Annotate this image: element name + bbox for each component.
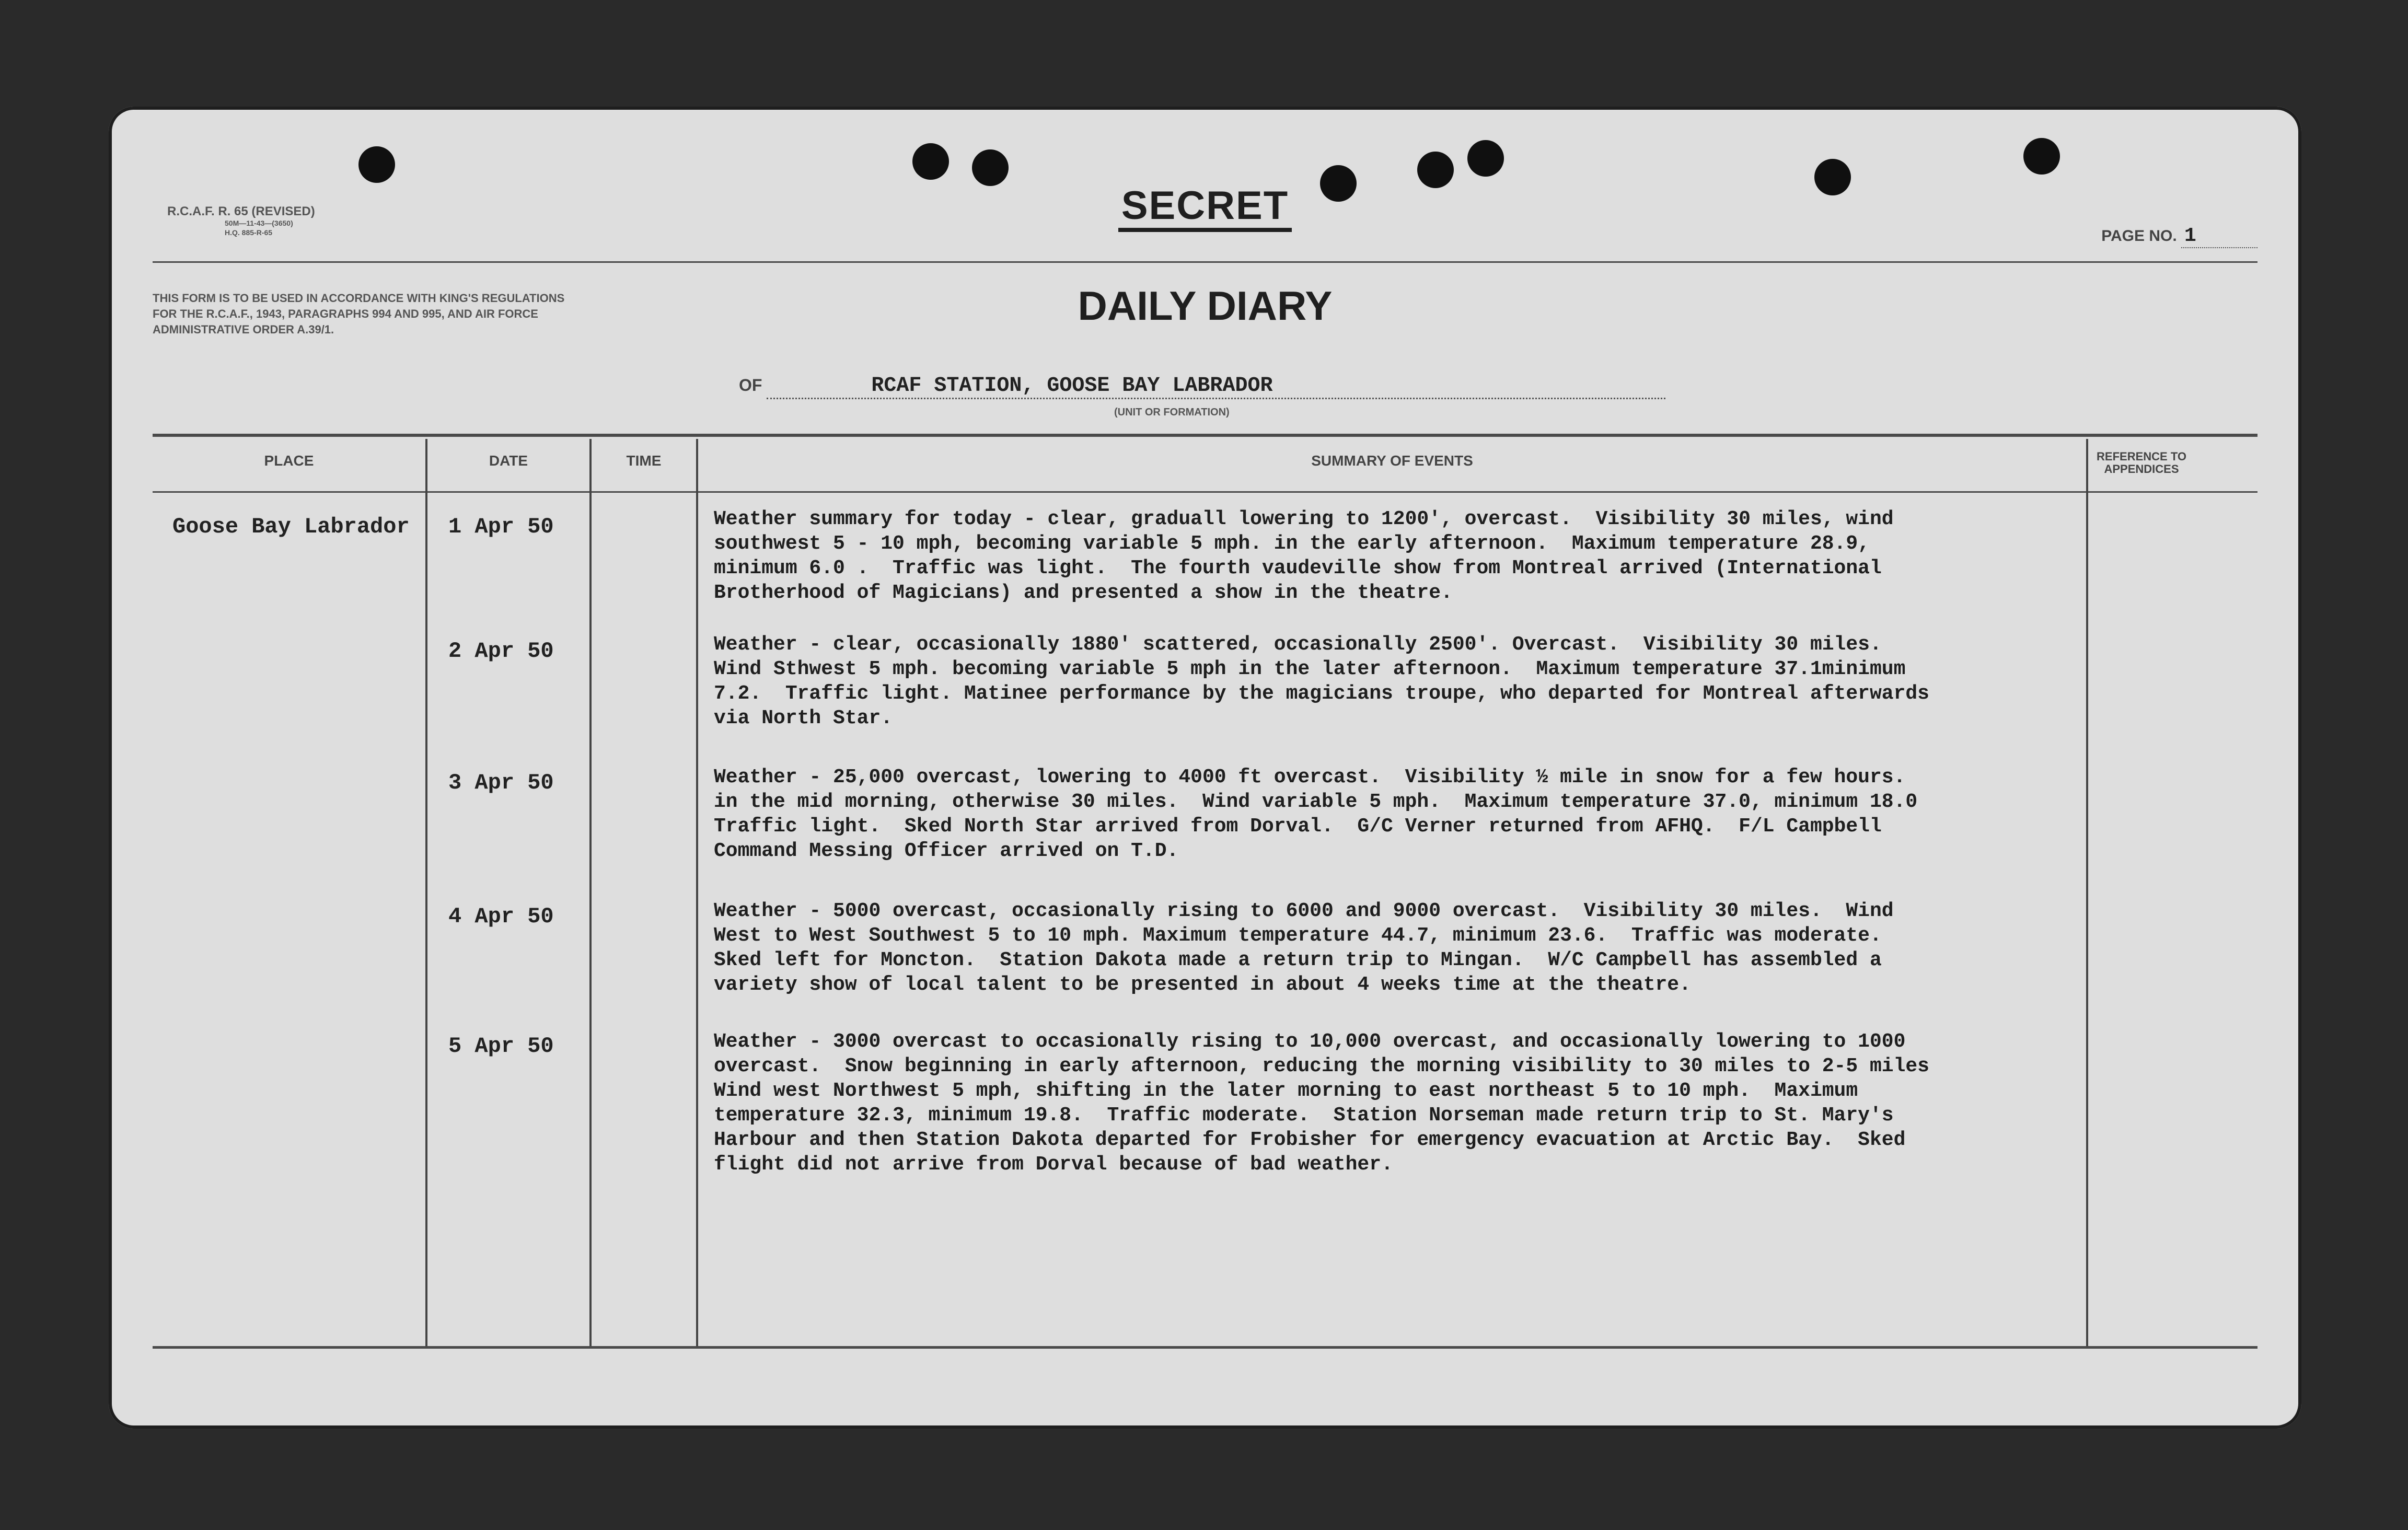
column-header-place: PLACE [264, 453, 314, 469]
punch-hole [2023, 138, 2060, 175]
header-rule [153, 261, 2258, 263]
page-number-label: PAGE NO. [2101, 227, 2177, 245]
table-top-rule [153, 434, 2258, 437]
summary-entry: Weather - 5000 overcast, occasionally rising to 6000 and 9000 overcast. Visibility 30 miles. Wind West to West Southwest 5 to 10 mph. Maximum temperature 44.7, minimum 23.6. Traffic was moderate. Sked left for Moncton. Station Dakota made a return trip to Mingan. W/C Campbell has assembled a variety show of local talent to be presented in about 4 weeks time at the theatre. [714, 900, 1894, 996]
column-header-date: DATE [489, 453, 528, 469]
column-divider [589, 439, 592, 1346]
form-hq-code: H.Q. 885-R-65 [225, 228, 273, 237]
summary-entry: Weather - 3000 overcast to occasionally rising to 10,000 overcast, and occasionally lowering to 1000 overcast. Snow beginning in early afternoon, reducing the morning visibility to 30 miles to 2-5 miles Wind west Northwest 5 mph, shifting in the later morning to east northeast 5 to 10 mph. Maximum temperature 32.3, minimum 19.8. Traffic moderate. Station Norseman made return trip to St. Mary's Harbour and then Station Dakota departed for Frobisher for emergency evacuation at Arctic Bay. Sked flight did not arrive from Dorval because of bad weather. [714, 1030, 1929, 1176]
column-header-time: TIME [626, 453, 662, 469]
date-cell: 3 Apr 50 [448, 770, 554, 795]
form-number: R.C.A.F. R. 65 (REVISED) [167, 204, 315, 218]
summary-entry: Weather summary for today - clear, graduall lowering to 1200', overcast. Visibility 30 miles, wind southwest 5 - 10 mph, becoming variable 5 mph. in the early afternoon. Maximum temperature 28.9, minimum 6.0 . Traffic was light. The fourth vaudeville show from Montreal arrived (International Brotherhood of Magicians) and presented a show in the theatre. [714, 508, 1894, 604]
of-label: OF [739, 376, 762, 395]
column-divider [2086, 439, 2088, 1346]
punch-hole [358, 146, 395, 183]
punch-hole [972, 149, 1009, 186]
date-cell: 1 Apr 50 [448, 514, 554, 539]
page-number-field [2101, 225, 2258, 248]
page-number-value: 1 [2181, 225, 2258, 248]
column-header-reference: REFERENCE TO APPENDICES [2097, 450, 2186, 476]
date-cell: 2 Apr 50 [448, 639, 554, 664]
place-cell: Goose Bay Labrador [172, 514, 410, 539]
date-cell: 4 Apr 50 [448, 904, 554, 929]
date-cell: 5 Apr 50 [448, 1034, 554, 1059]
column-header-summary: SUMMARY OF EVENTS [1311, 453, 1473, 469]
unit-value: RCAF STATION, GOOSE BAY LABRADOR [767, 374, 1665, 399]
table-bottom-rule [153, 1346, 2258, 1349]
punch-hole [1467, 140, 1504, 177]
classification-text: SECRET [1118, 183, 1292, 232]
page-title: DAILY DIARY [1078, 283, 1333, 329]
table-header-rule [153, 491, 2258, 493]
column-divider [425, 439, 427, 1346]
unit-line [739, 374, 1665, 399]
summary-entry: Weather - 25,000 overcast, lowering to 4000 ft overcast. Visibility ½ mile in snow for a few hours. in the mid morning, otherwise 30 miles. Wind variable 5 mph. Maximum temperature 37.0, minimum 18.0 Traffic light. Sked North Star arrived from Dorval. G/C Verner returned from AFHQ. F/L Campbell Command Messing Officer arrived on T.D. [714, 766, 1918, 862]
form-print-code: 50M—11-43—(3650) [225, 219, 293, 227]
unit-caption: (UNIT OR FORMATION) [1114, 407, 1230, 418]
column-divider [696, 439, 698, 1346]
punch-hole [912, 143, 949, 180]
summary-entry: Weather - clear, occasionally 1880' scattered, occasionally 2500'. Overcast. Visibility 30 miles. Wind Sthwest 5 mph. becoming variable 5 mph in the later afternoon. Maximum temperature 37.1minimum 7.2. Traffic light. Matinee performance by the magicians troupe, who departed for Montreal afterwards via North Star. [714, 633, 1929, 729]
diary-form-card [109, 107, 2301, 1429]
classification-heading [109, 183, 2301, 228]
form-instructions: THIS FORM IS TO BE USED IN ACCORDANCE WITH KING'S REGULATIONS FOR THE R.C.A.F., 1943, PARAGRAPHS 994 AND 995, AND AIR FORCE ADMINISTRATIVE ORDER A.39/1. [153, 292, 565, 336]
